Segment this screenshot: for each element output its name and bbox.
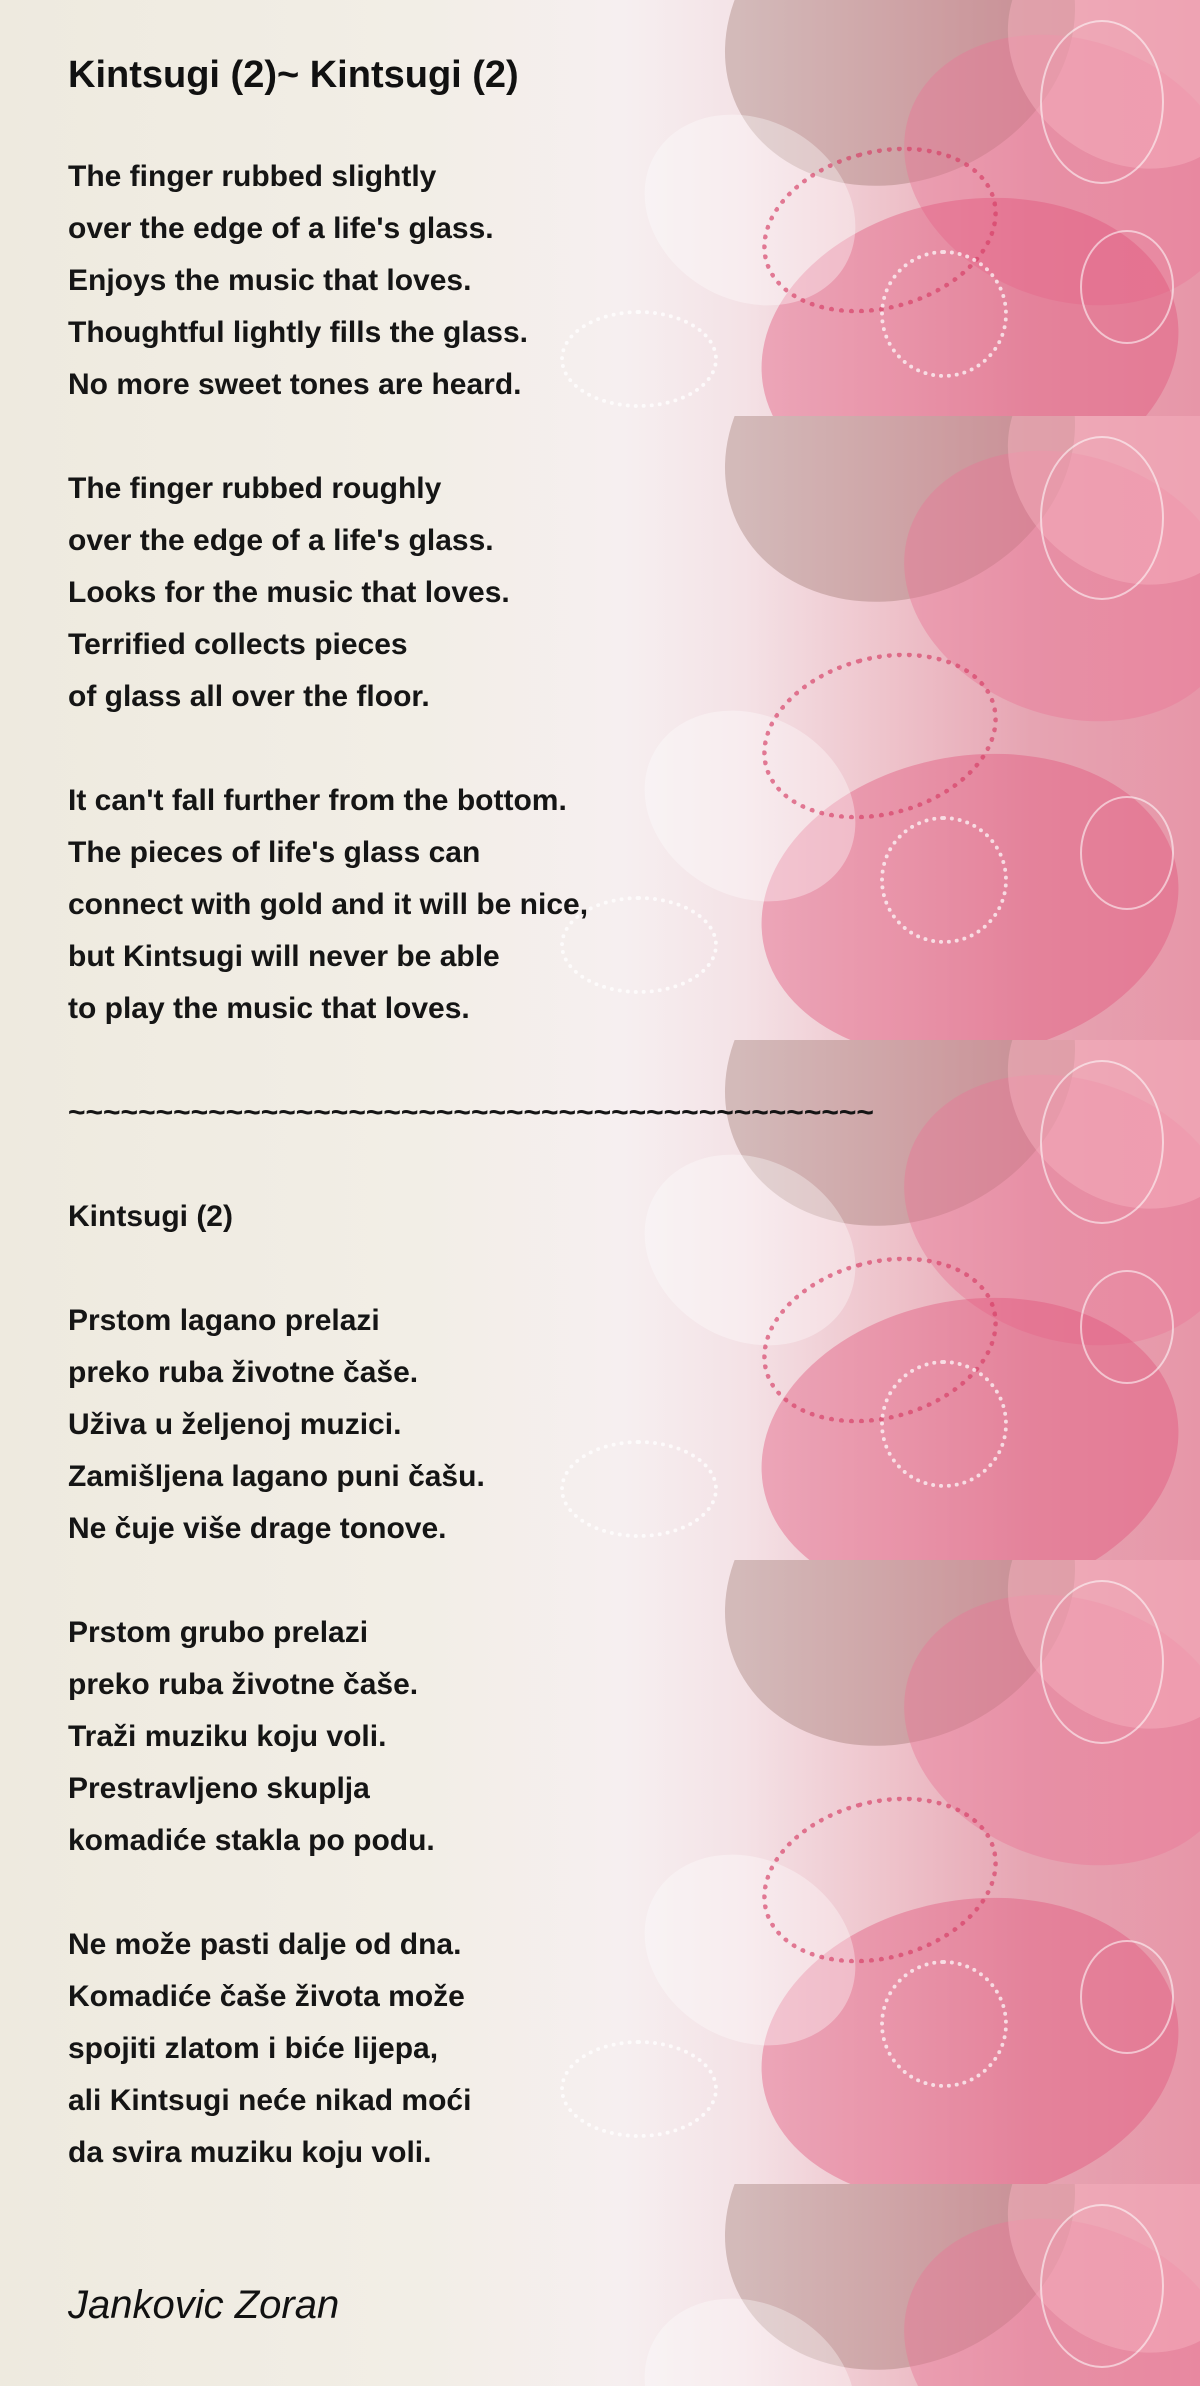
stanza-break [68,723,874,775]
stanza-break [68,1555,874,1607]
poem-line: to play the music that loves. [68,992,470,1025]
poem-body [68,151,874,2179]
poem-line: Terrified collects pieces [68,628,408,661]
poem-line: Traži muziku koju voli. [68,1720,387,1753]
poem-line: Thoughtful lightly fills the glass. [68,316,528,349]
poem-line: Komadiće čaše života može [68,1980,465,2013]
poem-author: Jankovic Zoran [68,2283,340,2327]
poem-line: It can't fall further from the bottom. [68,784,567,817]
poem-line: preko ruba životne čaše. [68,1668,419,1701]
poem-line: The finger rubbed slightly [68,160,437,193]
poem-title: Kintsugi (2)~ Kintsugi (2) [68,54,519,96]
poem-line: ~~~~~~~~~~~~~~~~~~~~~~~~~~~~~~~~~~~~~~~~~~~~~~ [68,1096,874,1129]
stanza-break [68,1243,874,1295]
poem-line: Prstom grubo prelazi [68,1616,369,1649]
poem-line: Zamišljena lagano puni čašu. [68,1460,485,1493]
poem-line: Uživa u željenoj muzici. [68,1408,402,1441]
stanza-break [68,1867,874,1919]
poem-line: komadiće stakla po podu. [68,1824,435,1857]
poem-line: The pieces of life's glass can [68,836,481,869]
stanza-break [68,411,874,463]
stanza-break [68,1035,874,1087]
poem-line: Ne može pasti dalje od dna. [68,1928,462,1961]
stanza-break [68,1139,874,1191]
poem-line: but Kintsugi will never be able [68,940,500,973]
poem-line: Prestravljeno skuplja [68,1772,370,1805]
poem-line: Ne čuje više drage tonove. [68,1512,447,1545]
poem-line: preko ruba životne čaše. [68,1356,419,1389]
poem-line: Looks for the music that loves. [68,576,510,609]
poem-line: Kintsugi (2) [68,1200,233,1233]
poem-line: over the edge of a life's glass. [68,212,494,245]
poem-line: No more sweet tones are heard. [68,368,522,401]
poem-line: ali Kintsugi neće nikad moći [68,2084,472,2117]
poem-line: da svira muziku koju voli. [68,2136,432,2169]
poem-line: Enjoys the music that loves. [68,264,472,297]
poem-line: The finger rubbed roughly [68,472,442,505]
poem-line: over the edge of a life's glass. [68,524,494,557]
poem-line: of glass all over the floor. [68,680,430,713]
poem-line: spojiti zlatom i biće lijepa, [68,2032,439,2065]
poem-line: Prstom lagano prelazi [68,1304,380,1337]
poem-line: connect with gold and it will be nice, [68,888,589,921]
